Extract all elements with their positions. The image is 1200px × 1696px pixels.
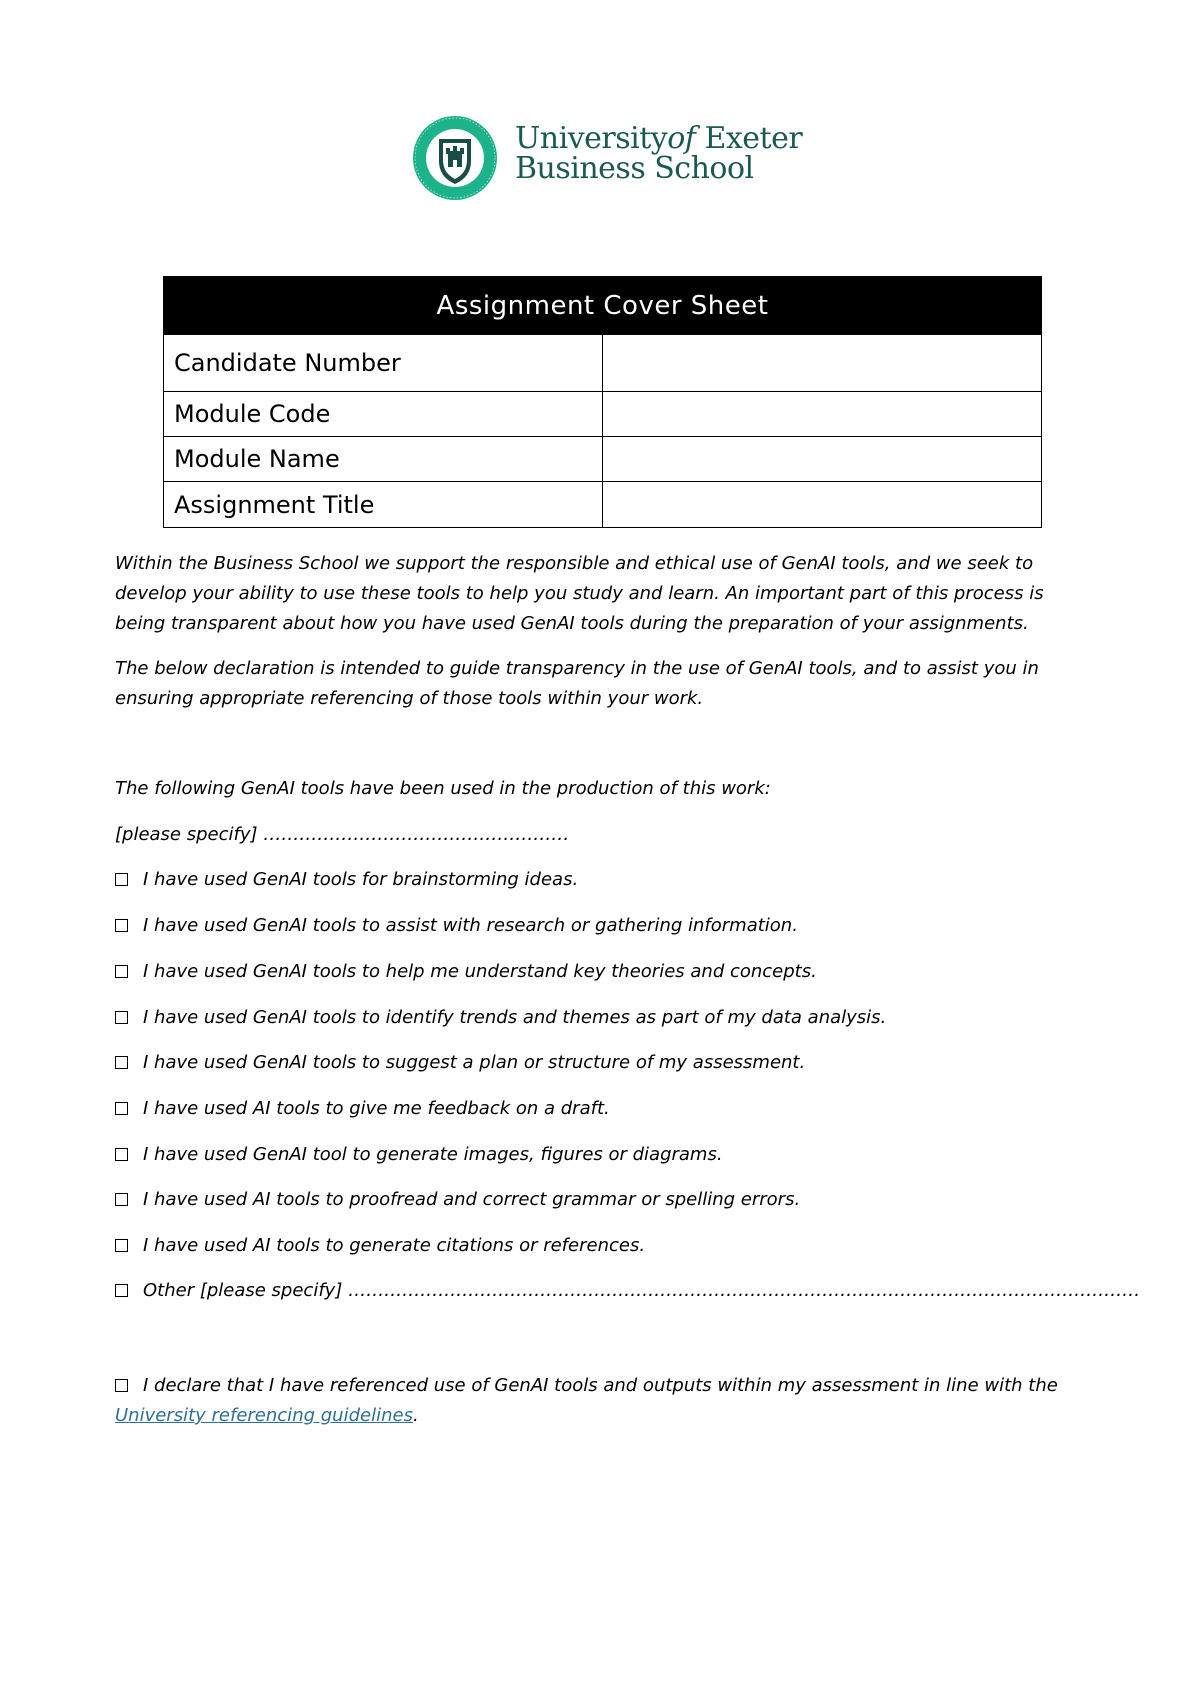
referencing-guidelines-link[interactable]: University referencing guidelines [115,1405,413,1426]
tools-used-heading: The following GenAI tools have been used in the production of this work: [115,778,771,799]
module-code-label: Module Code [164,392,603,437]
checkbox[interactable] [115,1011,128,1024]
checkbox[interactable] [115,873,128,886]
checkbox[interactable] [115,919,128,932]
cover-sheet-table [163,276,1042,528]
list-item: I have used AI tools to proofread and correct grammar or spelling errors. [115,1188,800,1212]
cover-sheet-title: Assignment Cover Sheet [164,277,1042,335]
checkbox[interactable] [115,1379,128,1392]
list-item: I have used GenAI tools to help me understand key theories and concepts. [115,960,817,984]
intro-paragraph-1: Within the Business School we support the responsible and ethical use of GenAI tools, and we seek to develop your ability to use these tools to help you study and learn. An important part of this process is being transparent about how you have used GenAI tools during the preparation of your assignments. [115,553,1044,634]
checkbox[interactable] [115,1148,128,1161]
module-code-field[interactable] [603,392,1042,437]
list-item: I have used GenAI tool to generate images, figures or diagrams. [115,1143,723,1167]
checkbox[interactable] [115,965,128,978]
list-item: I have used AI tools to generate citations or references. [115,1234,645,1258]
declaration: I declare that I have referenced use of GenAI tools and outputs within my assessment in line with the University referencing guidelines. [115,1375,1058,1426]
table-row [164,482,1042,528]
checkbox[interactable] [115,1056,128,1069]
list-item: I have used GenAI tools to suggest a plan or structure of my assessment. [115,1051,805,1075]
candidate-number-label: Candidate Number [164,335,603,392]
list-item: I have used GenAI tools to assist with research or gathering information. [115,914,798,938]
list-item: Other [please specify] …………………………………………………………………………………………………………………… [115,1279,1140,1303]
checkbox[interactable] [115,1102,128,1115]
university-logo [412,115,812,205]
table-row [164,335,1042,392]
logo-wordmark: Universityof Exeter Business School [515,121,803,186]
table-row [164,392,1042,437]
checkbox[interactable] [115,1239,128,1252]
list-item: I have used AI tools to give me feedback on a draft. [115,1097,610,1121]
module-name-label: Module Name [164,437,603,482]
list-item: I have used GenAI tools for brainstorming ideas. [115,868,578,892]
intro-paragraph-2: The below declaration is intended to guide transparency in the use of GenAI tools, and to assist you in ensuring appropriate referencing of those tools within your work. [115,658,1039,709]
assignment-title-label: Assignment Title [164,482,603,528]
university-crest-icon [412,115,498,201]
checkbox[interactable] [115,1193,128,1206]
assignment-title-field[interactable] [603,482,1042,528]
checkbox[interactable] [115,1284,128,1297]
module-name-field[interactable] [603,437,1042,482]
candidate-number-field[interactable] [603,335,1042,392]
table-row [164,437,1042,482]
list-item: I have used GenAI tools to identify trends and themes as part of my data analysis. [115,1006,886,1030]
please-specify-field[interactable]: [please specify] …………………………………………… [115,824,570,845]
